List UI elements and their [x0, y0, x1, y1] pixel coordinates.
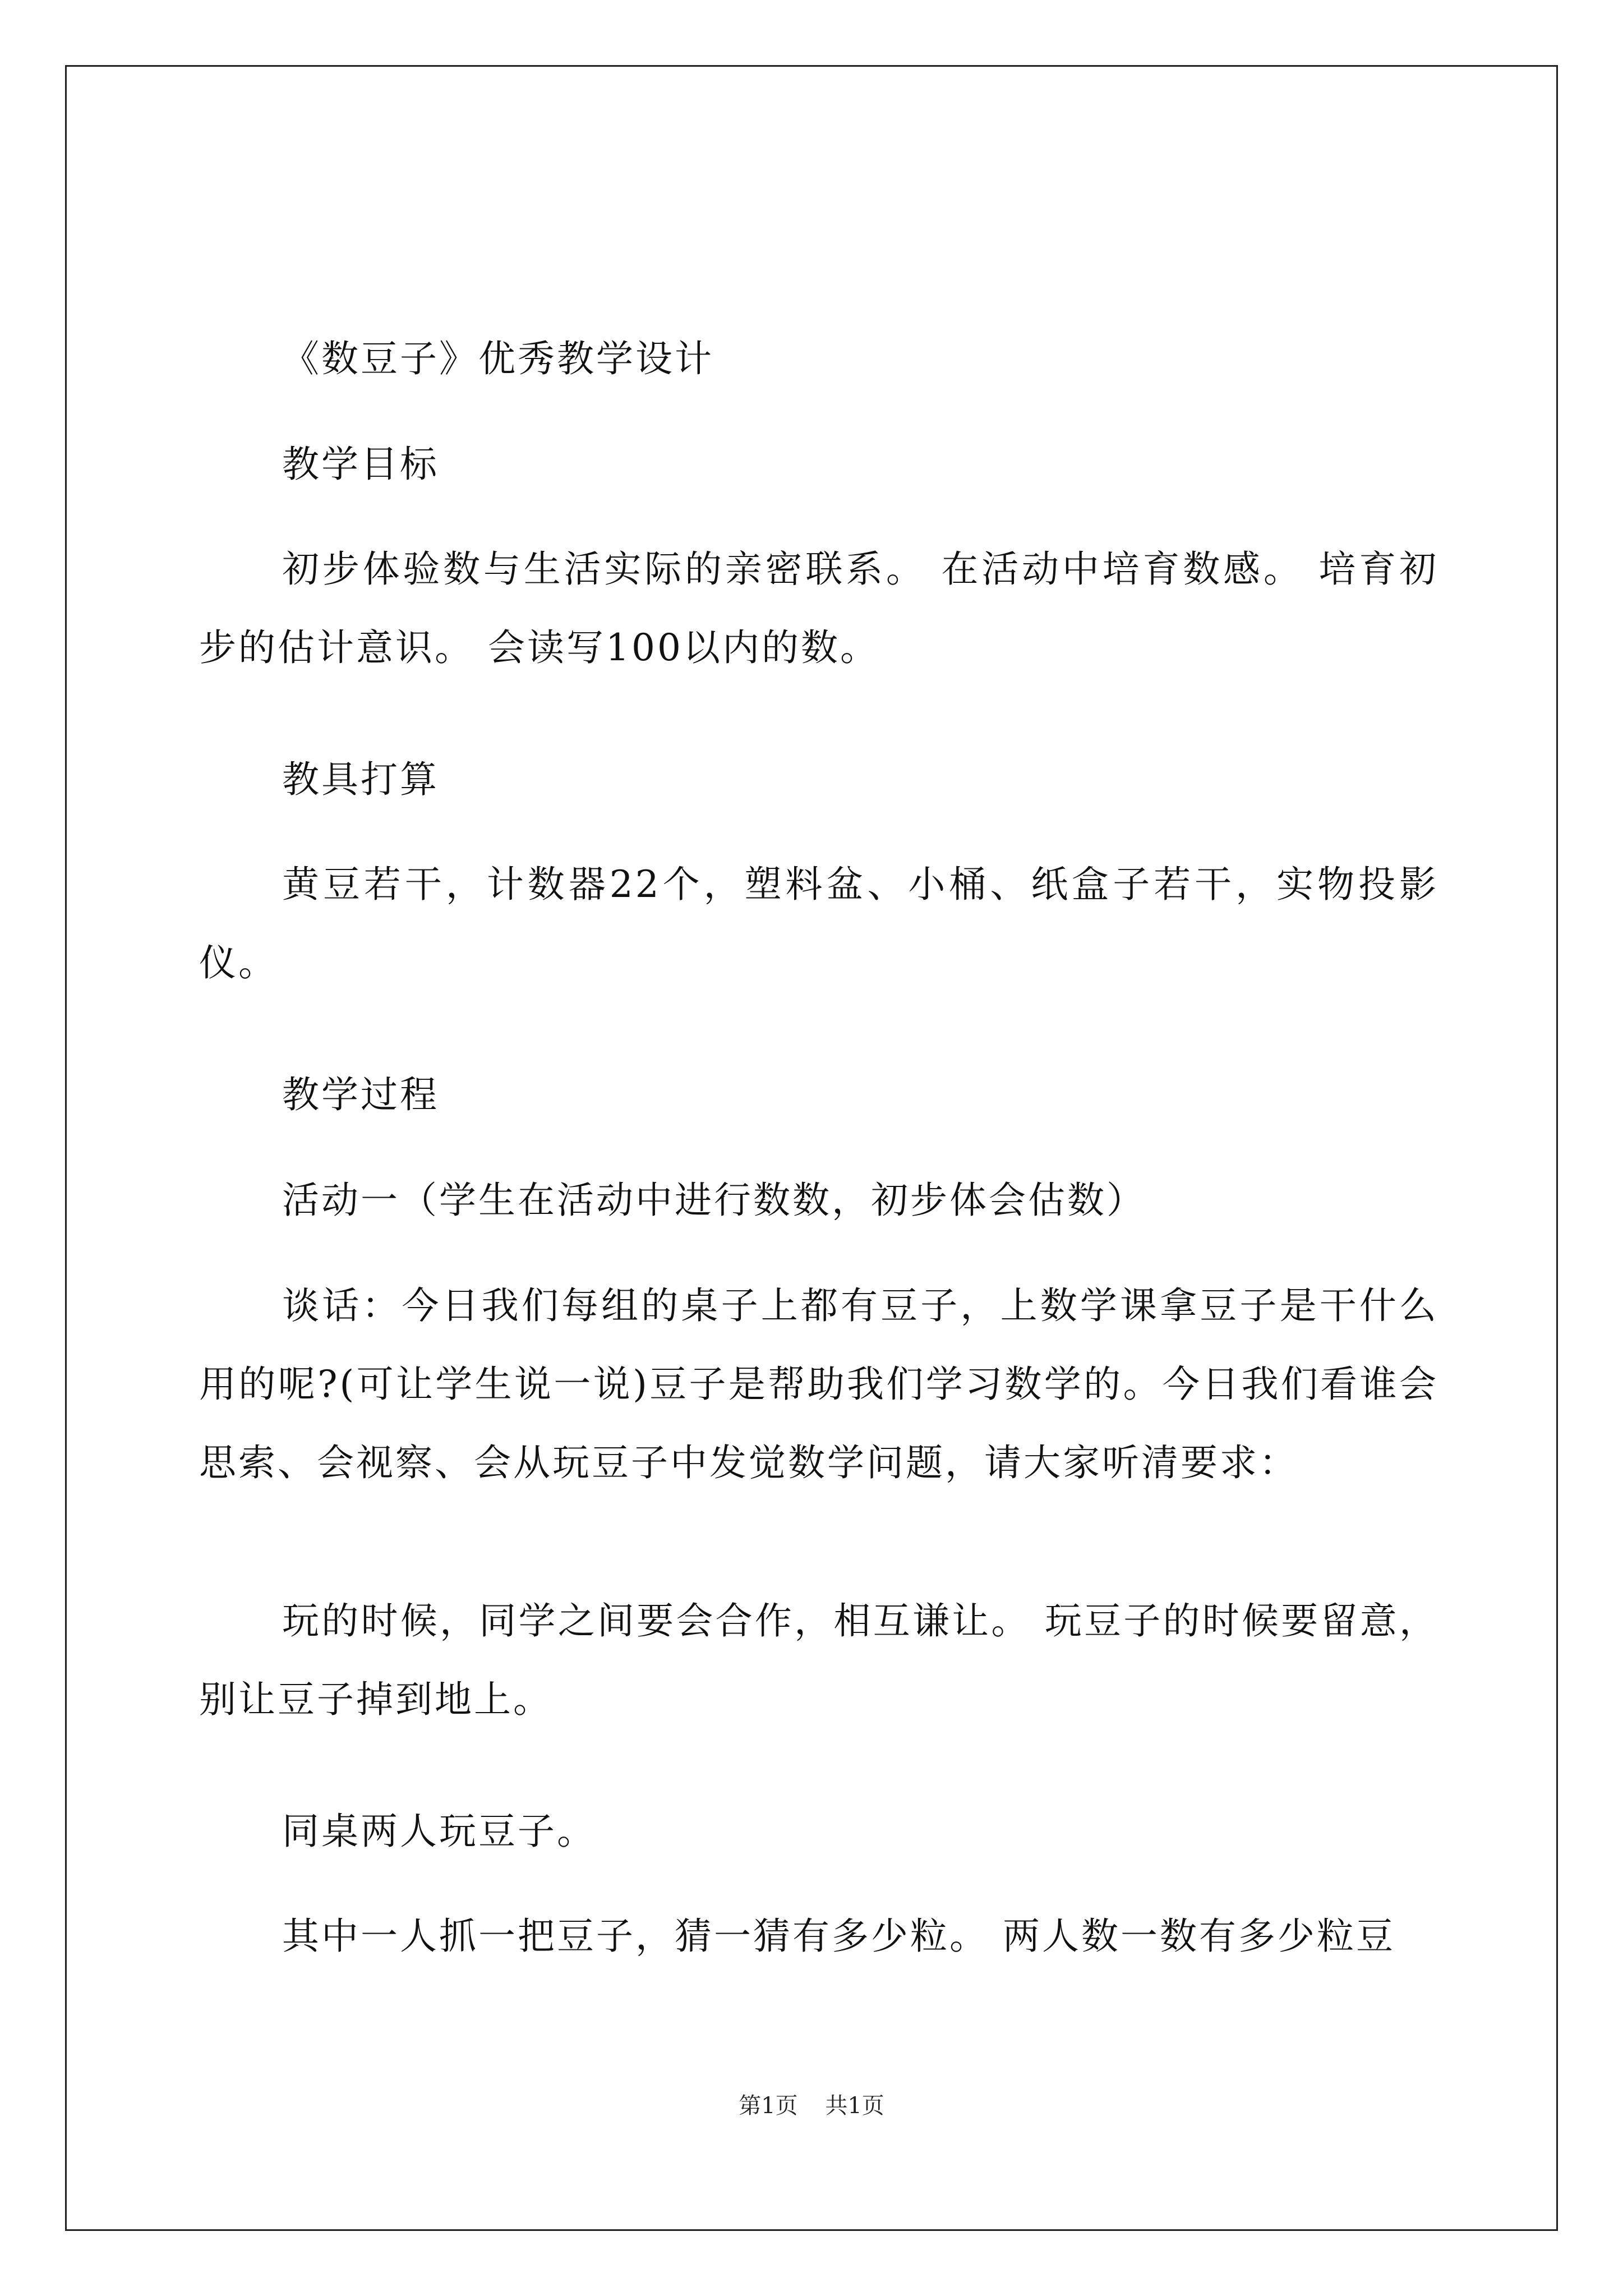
- paragraph-materials: 黄豆若干，计数器22个，塑料盆、小桶、纸盒子若干，实物投影仪。: [199, 863, 1438, 984]
- paragraph-activity-one: 活动一（学生在活动中进行数数，初步体会估数）: [282, 1179, 1146, 1222]
- section-heading-materials: 教具打算: [282, 758, 439, 801]
- page-total: 共1页: [825, 2093, 884, 2119]
- paragraph-guess: 其中一人抓一把豆子，猜一猜有多少粒。 两人数一数有多少粒豆: [282, 1915, 1395, 1958]
- paragraph-pairs: 同桌两人玩豆子。: [282, 1810, 596, 1853]
- section-heading-goals: 教学目标: [282, 443, 439, 486]
- paragraph-goals: 初步体验数与生活实际的亲密联系。 在活动中培育数感。 培育初步的估计意识。 会读写100以内的数。: [199, 547, 1438, 669]
- section-heading-process: 教学过程: [282, 1073, 439, 1116]
- page-footer: [0, 2088, 1623, 2120]
- paragraph-talk: 谈话：今日我们每组的桌子上都有豆子，上数学课拿豆子是干什么用的呢?(可让学生说一说)豆子是帮助我们学习数学的。今日我们看谁会思索、会视察、会从玩豆子中发觉数学问题，请大家听清要求：: [199, 1284, 1438, 1484]
- paragraph-rules: 玩的时候，同学之间要会合作，相互谦让。 玩豆子的时候要留意，别让豆子掉到地上。: [199, 1599, 1438, 1721]
- page-number: 第1页: [739, 2093, 798, 2119]
- document-title: 《数豆子》优秀教学设计: [282, 337, 714, 380]
